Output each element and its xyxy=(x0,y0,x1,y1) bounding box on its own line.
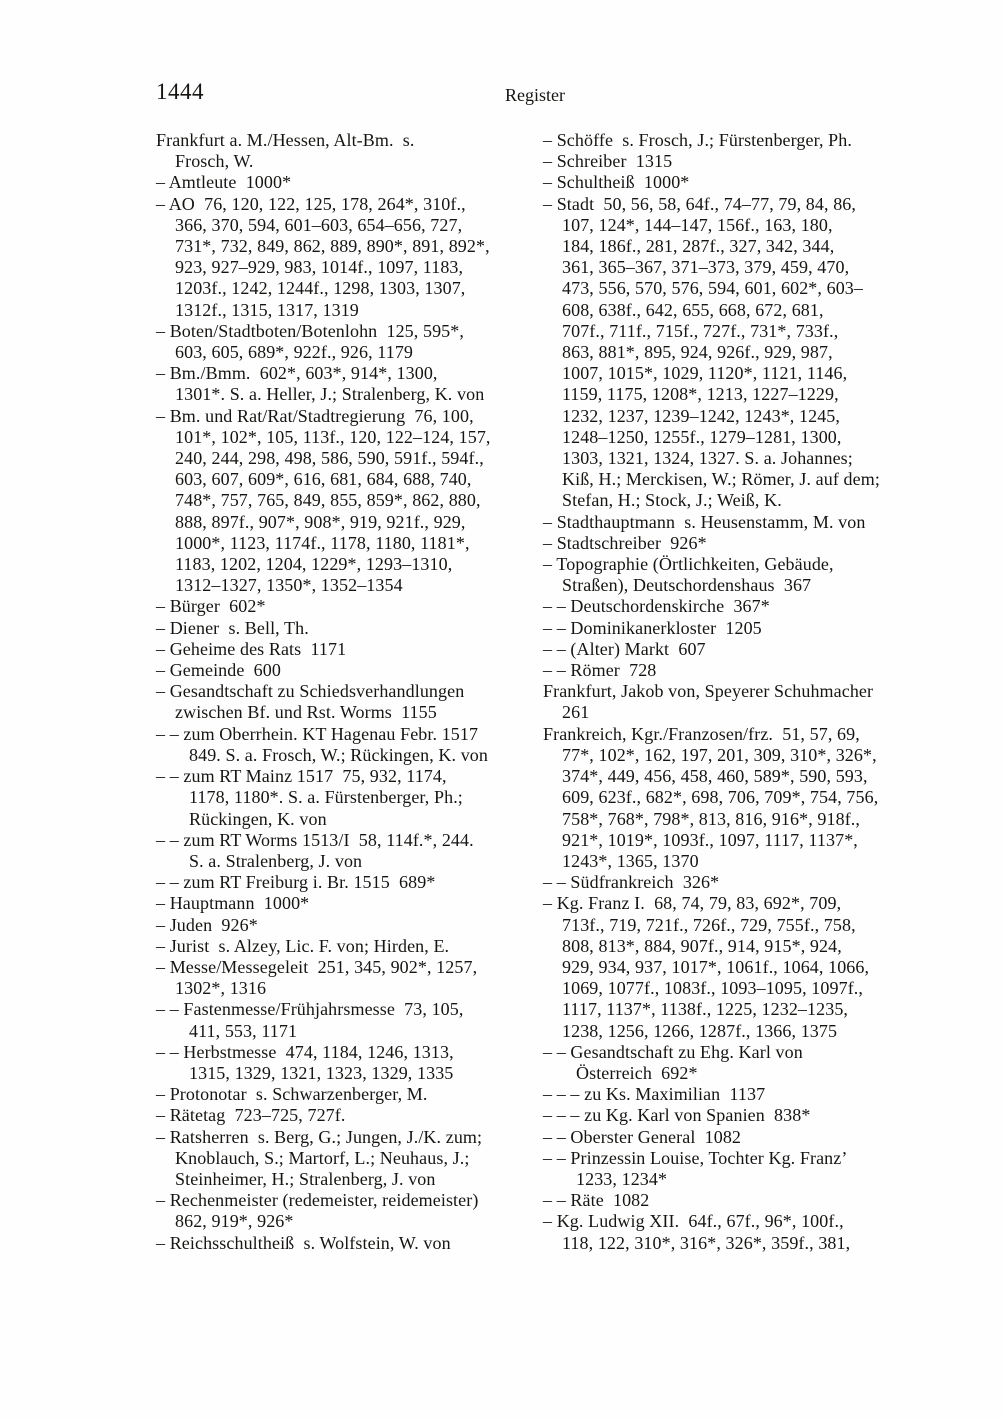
index-line: Frankfurt, Jakob von, Speyerer Schuhmacher xyxy=(543,681,874,702)
index-line: – AO 76, 120, 122, 125, 178, 264*, 310f., xyxy=(156,193,466,214)
index-line: Steinheimer, H.; Stralenberg, J. von xyxy=(175,1168,436,1189)
index-line: – Rätetag 723–725, 727f. xyxy=(156,1105,346,1126)
index-line: 1000*, 1123, 1174f., 1178, 1180, 1181*, xyxy=(175,532,470,553)
index-line: – – Deutschordenskirche 367* xyxy=(543,596,770,617)
index-line: – Gemeinde 600 xyxy=(156,660,281,681)
index-line: – – Herbstmesse 474, 1184, 1246, 1313, xyxy=(156,1041,454,1062)
index-line: 862, 919*, 926* xyxy=(175,1211,294,1232)
index-line: – Schöffe s. Frosch, J.; Fürstenberger, Ph. xyxy=(543,130,852,150)
index-line: 1248–1250, 1255f., 1279–1281, 1300, xyxy=(562,426,842,447)
index-line: 603, 605, 689*, 922f., 926, 1179 xyxy=(175,342,414,363)
index-line: 758*, 768*, 798*, 813, 816, 916*, 918f., xyxy=(562,808,860,829)
index-line: 1315, 1329, 1321, 1323, 1329, 1335 xyxy=(189,1062,454,1083)
index-line: 101*, 102*, 105, 113f., 120, 122–124, 157, xyxy=(175,426,491,447)
index-line: – – – zu Kg. Karl von Spanien 838* xyxy=(543,1105,811,1126)
index-line: – – Prinzessin Louise, Tochter Kg. Franz’ xyxy=(543,1147,848,1168)
index-line: – – Fastenmesse/Frühjahrsmesse 73, 105, xyxy=(156,999,464,1020)
index-line: 1159, 1175, 1208*, 1213, 1227–1229, xyxy=(562,384,839,405)
index-line: zwischen Bf. und Rst. Worms 1155 xyxy=(175,702,437,723)
index-line: – – zum Oberrhein. KT Hagenau Febr. 1517 xyxy=(156,723,479,744)
index-line: 1302*, 1316 xyxy=(175,978,267,999)
index-line: 1232, 1237, 1239–1242, 1243*, 1245, xyxy=(562,405,840,426)
index-line: – – Gesandtschaft zu Ehg. Karl von xyxy=(543,1041,803,1062)
index-line: 366, 370, 594, 601–603, 654–656, 727, xyxy=(175,214,463,235)
index-line: 713f., 719, 721f., 726f., 729, 755f., 758, xyxy=(562,914,856,935)
running-header: Register xyxy=(505,85,565,105)
index-line: 77*, 102*, 162, 197, 201, 309, 310*, 326*, xyxy=(562,744,877,765)
index-line: 707f., 711f., 715f., 727f., 731*, 733f., xyxy=(562,320,839,341)
index-line: – – Oberster General 1082 xyxy=(543,1126,742,1147)
index-line: Rückingen, K. von xyxy=(189,808,327,829)
index-line: 361, 365–367, 371–373, 379, 459, 470, xyxy=(562,257,850,278)
index-line: – Bürger 602* xyxy=(156,596,266,617)
index-line: – Kg. Franz I. 68, 74, 79, 83, 692*, 709, xyxy=(543,893,842,914)
index-line: – Messe/Messegeleit 251, 345, 902*, 1257, xyxy=(156,956,478,977)
index-line: – Protonotar s. Schwarzenberger, M. xyxy=(156,1084,428,1105)
index-line: 731*, 732, 849, 862, 889, 890*, 891, 892*, xyxy=(175,236,490,257)
index-line: – Schultheiß 1000* xyxy=(543,172,690,193)
index-line: 1312f., 1315, 1317, 1319 xyxy=(175,299,359,320)
index-line: 240, 244, 298, 498, 586, 590, 591f., 594f., xyxy=(175,448,484,469)
index-line: 1238, 1256, 1266, 1287f., 1366, 1375 xyxy=(562,1020,838,1041)
index-line: 849. S. a. Frosch, W.; Rückingen, K. von xyxy=(189,744,488,765)
index-line: – Gesandtschaft zu Schiedsverhandlungen xyxy=(156,681,465,702)
index-line: – Geheime des Rats 1171 xyxy=(156,638,347,659)
index-line: Kiß, H.; Merckisen, W.; Römer, J. auf dem; xyxy=(562,469,880,490)
index-line: – Reichsschultheiß s. Wolfstein, W. von xyxy=(156,1232,451,1253)
index-column-right xyxy=(543,130,925,1254)
index-line: 863, 881*, 895, 924, 926f., 929, 987, xyxy=(562,342,833,363)
index-line: – – zum RT Freiburg i. Br. 1515 689* xyxy=(156,872,436,893)
index-line: – – zum RT Mainz 1517 75, 932, 1174, xyxy=(156,766,447,787)
index-line: 929, 934, 937, 1017*, 1061f., 1064, 1066, xyxy=(562,956,870,977)
index-line: 184, 186f., 281, 287f., 327, 342, 344, xyxy=(562,236,835,257)
index-line: Stefan, H.; Stock, J.; Weiß, K. xyxy=(562,490,782,511)
index-line: Frosch, W. xyxy=(175,151,254,172)
index-line: – Topographie (Örtlichkeiten, Gebäude, xyxy=(543,554,834,575)
index-line: – Juden 926* xyxy=(156,914,258,935)
index-line: 261 xyxy=(562,702,590,723)
page-number: 1444 xyxy=(156,79,204,104)
index-line: – Hauptmann 1000* xyxy=(156,893,310,914)
index-line: 923, 927–929, 983, 1014f., 1097, 1183, xyxy=(175,257,464,278)
index-line: 921*, 1019*, 1093f., 1097, 1117, 1137*, xyxy=(562,829,858,850)
index-line: – Bm./Bmm. 602*, 603*, 914*, 1300, xyxy=(156,363,438,384)
index-line: 1312–1327, 1350*, 1352–1354 xyxy=(175,575,403,596)
index-line: – Rechenmeister (redemeister, reidemeister) xyxy=(156,1190,479,1211)
index-line: 1069, 1077f., 1083f., 1093–1095, 1097f., xyxy=(562,978,863,999)
index-line: 411, 553, 1171 xyxy=(189,1020,298,1041)
index-line: 1117, 1137*, 1138f., 1225, 1232–1235, xyxy=(562,999,849,1020)
index-line: 1303, 1321, 1324, 1327. S. a. Johannes; xyxy=(562,448,853,469)
index-line: – Stadt 50, 56, 58, 64f., 74–77, 79, 84, 86, xyxy=(543,193,856,214)
index-line: 808, 813*, 884, 907f., 914, 915*, 924, xyxy=(562,935,842,956)
index-line: 1203f., 1242, 1244f., 1298, 1303, 1307, xyxy=(175,278,466,299)
index-line: – Kg. Ludwig XII. 64f., 67f., 96*, 100f., xyxy=(543,1211,844,1232)
index-line: – Amtleute 1000* xyxy=(156,172,292,193)
index-line: – – Südfrankreich 326* xyxy=(543,872,720,893)
index-line: 888, 897f., 907*, 908*, 919, 921f., 929, xyxy=(175,511,466,532)
index-line: 374*, 449, 456, 458, 460, 589*, 590, 593, xyxy=(562,766,868,787)
index-line: – Stadtschreiber 926* xyxy=(543,532,707,553)
index-column-left xyxy=(156,130,538,1254)
index-line: – Schreiber 1315 xyxy=(543,151,673,172)
index-line: 1007, 1015*, 1029, 1120*, 1121, 1146, xyxy=(562,363,848,384)
index-line: 603, 607, 609*, 616, 681, 684, 688, 740, xyxy=(175,469,472,490)
index-line: Straßen), Deutschordenshaus 367 xyxy=(562,575,812,596)
index-line: Frankfurt a. M./Hessen, Alt-Bm. s. xyxy=(156,130,415,150)
index-line: 118, 122, 310*, 316*, 326*, 359f., 381, xyxy=(562,1232,851,1253)
index-line: Frankreich, Kgr./Franzosen/frz. 51, 57, 69, xyxy=(543,723,860,744)
index-line: 1233, 1234* xyxy=(576,1168,668,1189)
index-line: – – Räte 1082 xyxy=(543,1190,650,1211)
index-line: – Bm. und Rat/Rat/Stadtregierung 76, 100, xyxy=(156,405,474,426)
index-line: – – Dominikanerkloster 1205 xyxy=(543,617,762,638)
index-line: 1243*, 1365, 1370 xyxy=(562,850,699,871)
index-line: 608, 638f., 642, 655, 668, 672, 681, xyxy=(562,299,824,320)
index-line: – Jurist s. Alzey, Lic. F. von; Hirden, E. xyxy=(156,935,450,956)
index-line: 1301*. S. a. Heller, J.; Stralenberg, K. von xyxy=(175,384,485,405)
index-line: S. a. Stralenberg, J. von xyxy=(189,850,363,871)
index-line: Österreich 692* xyxy=(576,1062,698,1083)
index-line: 1178, 1180*. S. a. Fürstenberger, Ph.; xyxy=(189,787,463,808)
index-line: 473, 556, 570, 576, 594, 601, 602*, 603– xyxy=(562,278,863,299)
index-line: – Stadthauptmann s. Heusenstamm, M. von xyxy=(543,511,866,532)
index-line: – Ratsherren s. Berg, G.; Jungen, J./K. zum; xyxy=(156,1126,483,1147)
index-line: – Boten/Stadtboten/Botenlohn 125, 595*, xyxy=(156,320,464,341)
index-line: – – zum RT Worms 1513/I 58, 114f.*, 244. xyxy=(156,829,474,850)
index-line: 107, 124*, 144–147, 156f., 163, 180, xyxy=(562,214,833,235)
index-line: 609, 623f., 682*, 698, 706, 709*, 754, 756, xyxy=(562,787,879,808)
index-line: Knoblauch, S.; Martorf, L.; Neuhaus, J.; xyxy=(175,1147,470,1168)
index-line: – – (Alter) Markt 607 xyxy=(543,638,706,659)
index-line: – – Römer 728 xyxy=(543,660,657,681)
index-line: – – – zu Ks. Maximilian 1137 xyxy=(543,1084,766,1105)
index-line: 748*, 757, 765, 849, 855, 859*, 862, 880, xyxy=(175,490,481,511)
index-line: – Diener s. Bell, Th. xyxy=(156,617,309,638)
index-line: 1183, 1202, 1204, 1229*, 1293–1310, xyxy=(175,554,453,575)
